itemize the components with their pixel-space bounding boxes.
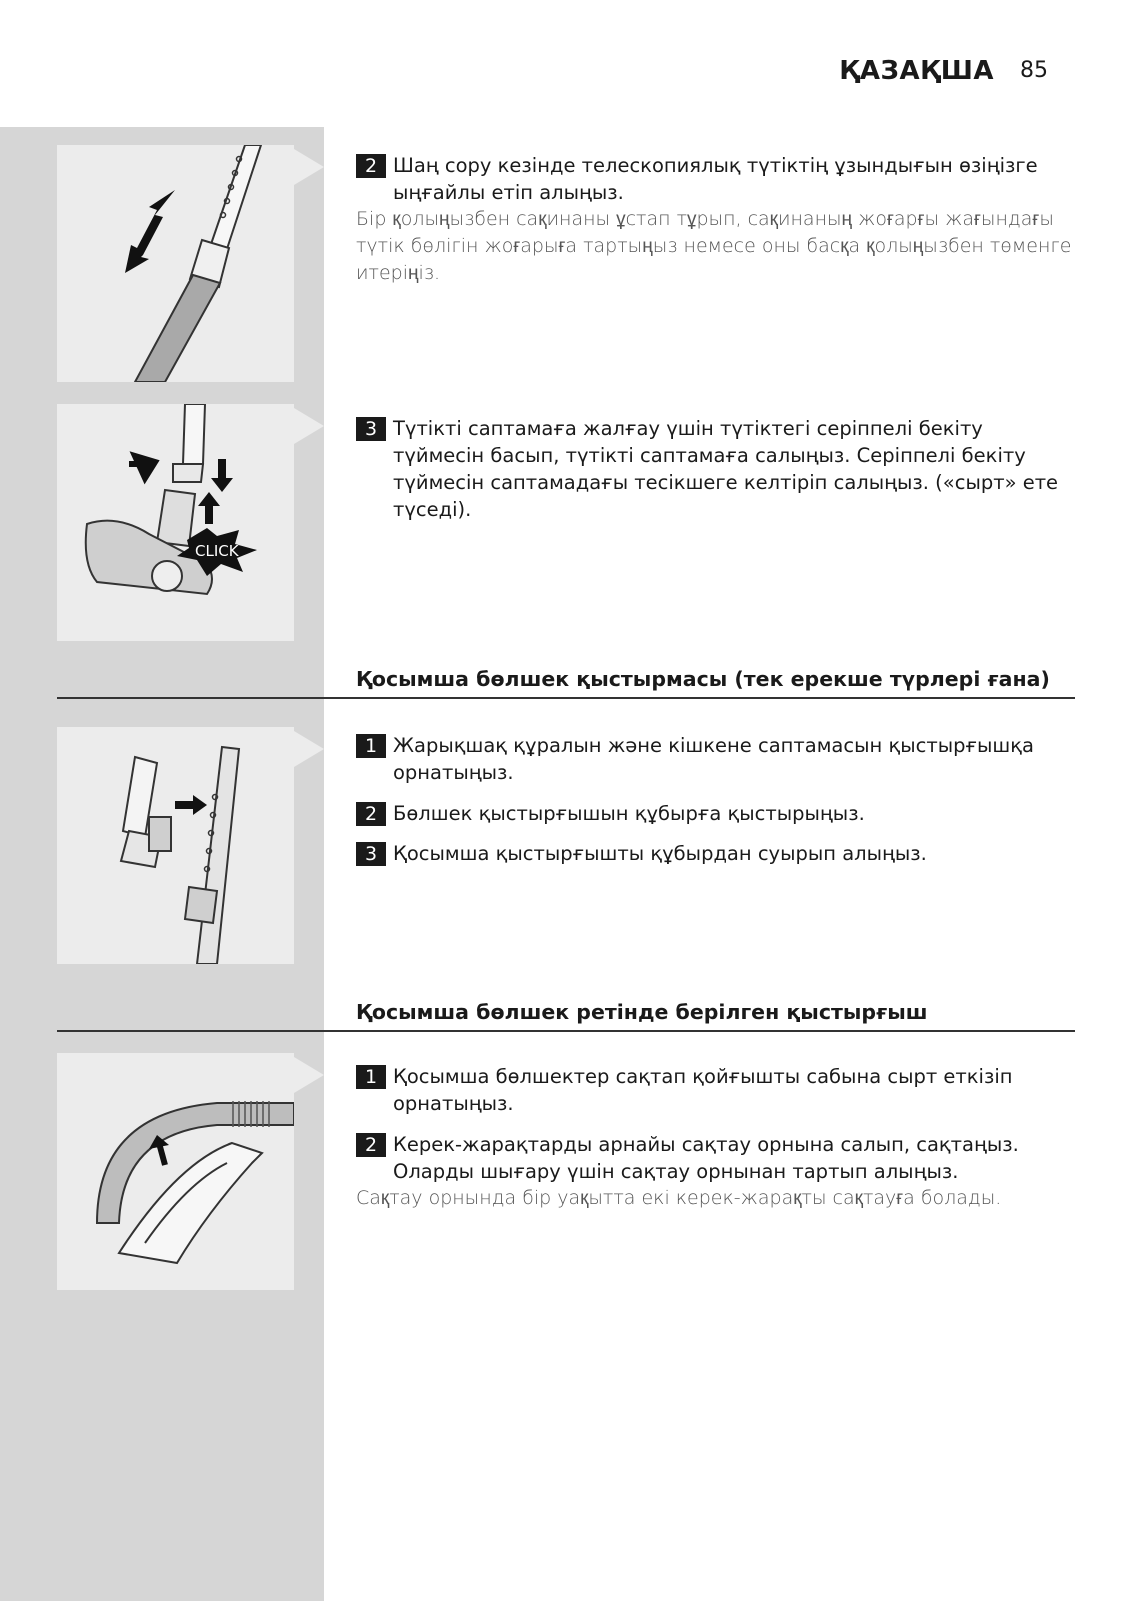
step-text: Керек-жарақтарды арнайы сақтау орнына салып, сақтаңыз. Оларды шығару үшін сақтау орнынан тартып алыңыз. (393, 1133, 1019, 1183)
figure-pointer (294, 408, 324, 444)
nozzle-connect-illustration (57, 404, 294, 641)
section-heading-accessory-clip: Қосымша бөлшек қыстырмасы (тек ерекше түрлері ғана) (356, 667, 1050, 691)
nozzle-connect-figure (57, 404, 294, 641)
step-2-adjust-tube (356, 152, 1076, 206)
step-number: 2 (356, 154, 386, 178)
step-text: Бөлшек қыстырғышын құбырға қыстырыңыз. (393, 802, 865, 825)
step-number: 2 (356, 1133, 386, 1157)
section-divider (57, 1030, 1075, 1032)
step-text: Түтікті саптамаға жалғау үшін түтіктегі серіппелі бекіту түймесін басып, түтікті саптамаға салыңыз. Серіппелі бекіту түймесін саптамадағы тесікшеге келтіріп салыңыз. («сырт» ете түседі). (393, 417, 1059, 521)
section1-step-1 (356, 732, 1076, 786)
telescopic-tube-figure (57, 145, 294, 382)
step-text: Қосымша бөлшектер сақтап қойғышты сабына сырт еткізіп орнатыңыз. (393, 1065, 1013, 1115)
step-text: Шаң сору кезінде телескопиялық түтіктің ұзындығын өзіңізге ыңғайлы етіп алыңыз. (393, 154, 1038, 204)
step-text: Жарықшақ құралын және кішкене саптамасын қыстырғышқа орнатыңыз. (393, 734, 1034, 784)
note-text: Сақтау орнында бір уақытта екі керек-жарақты сақтауға болады. (356, 1187, 1002, 1209)
step-number: 2 (356, 802, 386, 826)
section2-step-1 (356, 1063, 1076, 1117)
figure-pointer (294, 731, 324, 767)
telescopic-tube-illustration (57, 145, 294, 382)
click-label: CLICK (195, 542, 239, 560)
step-text: Қосымша қыстырғышты құбырдан суырып алыңыз. (393, 842, 927, 865)
step-number: 3 (356, 417, 386, 441)
section2-step-2 (356, 1131, 1076, 1185)
section1-step-3 (356, 840, 1076, 867)
accessory-clip-illustration (57, 727, 294, 964)
figure-pointer (294, 149, 324, 185)
figure-pointer (294, 1057, 324, 1093)
accessory-clip-figure (57, 727, 294, 964)
section-heading-accessory-holder: Қосымша бөлшек ретінде берілген қыстырғыш (356, 1000, 928, 1024)
section-divider (57, 697, 1075, 699)
step-number: 1 (356, 1065, 386, 1089)
step-3-connect-nozzle (356, 415, 1076, 523)
page-number: 85 (1020, 58, 1048, 83)
accessory-holder-illustration (57, 1053, 294, 1290)
step-number: 3 (356, 842, 386, 866)
step-number: 1 (356, 734, 386, 758)
language-header: ҚАЗАҚША (839, 56, 994, 86)
note-text: Бір қолыңызбен сақинаны ұстап тұрып, сақинаның жоғарғы жағындағы түтік бөлігін жоғарыға тартыңыз немесе оны басқа қолыңызбен төменге итеріңіз. (356, 208, 1072, 284)
accessory-holder-figure (57, 1053, 294, 1290)
section1-step-2 (356, 800, 1076, 827)
